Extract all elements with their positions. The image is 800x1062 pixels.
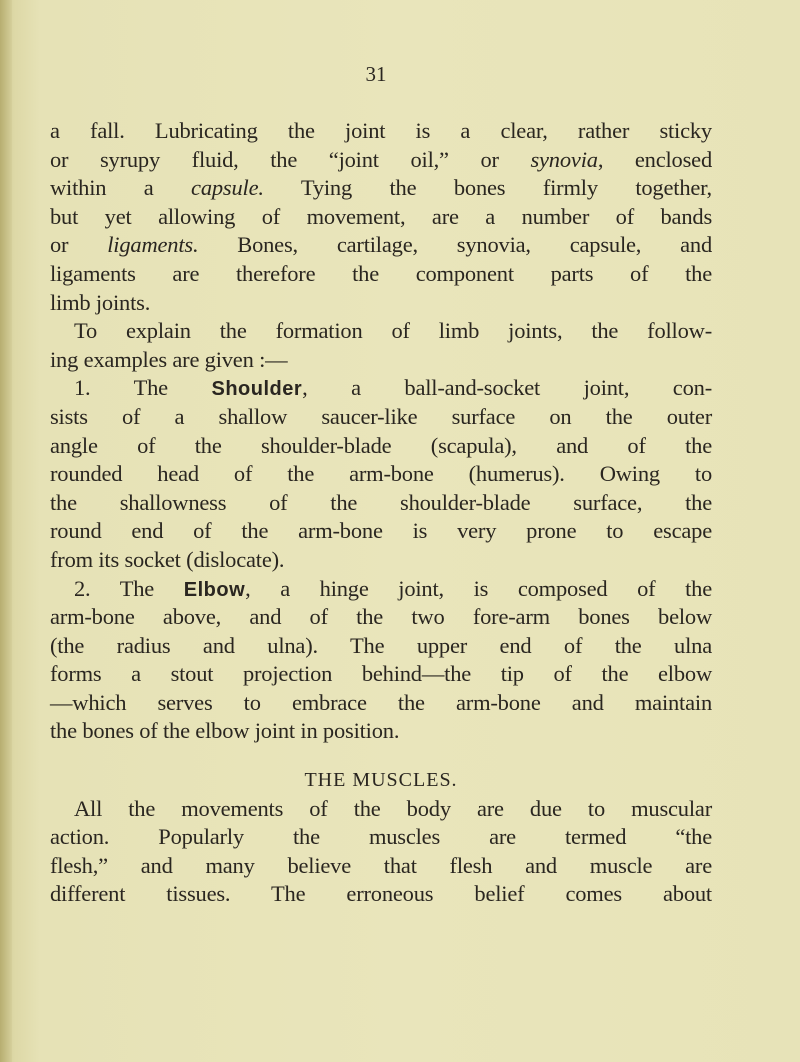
text-line bbox=[50, 317, 712, 346]
text-line bbox=[50, 689, 712, 718]
text-line bbox=[50, 717, 712, 746]
text-run: ligaments are therefore the component parts of the bbox=[50, 260, 712, 286]
text-line bbox=[50, 289, 712, 318]
text-run: All the movements of the body are due to muscular bbox=[74, 795, 712, 821]
italic-term: ligaments. bbox=[107, 232, 199, 258]
text-line bbox=[50, 660, 712, 689]
italic-term: capsule. bbox=[191, 175, 264, 201]
page-gutter-shadow bbox=[0, 0, 12, 1062]
text-run: THE MUSCLES. bbox=[304, 769, 458, 792]
section-heading bbox=[50, 766, 712, 795]
text-run: (the radius and ulna). The upper end of the ulna bbox=[50, 632, 712, 658]
text-run: flesh,” and many believe that flesh and muscle are bbox=[50, 852, 712, 878]
text-run: different tissues. The erroneous belief comes about bbox=[50, 881, 712, 907]
text-run: but yet allowing of movement, are a number of bands bbox=[50, 203, 712, 229]
text-run: , enclosed bbox=[597, 146, 713, 172]
text-run: 2. The bbox=[74, 575, 184, 601]
page-number bbox=[0, 62, 800, 87]
text-run: from its socket (dislocate). bbox=[50, 546, 285, 572]
text-run: the shallowness of the shoulder-blade surface, the bbox=[50, 489, 712, 515]
text-run: action. Popularly the muscles are termed “the bbox=[50, 824, 712, 850]
text-line bbox=[50, 489, 712, 518]
text-line bbox=[50, 632, 712, 661]
text-run: or bbox=[50, 232, 108, 258]
text-line bbox=[50, 260, 712, 289]
text-line bbox=[50, 517, 712, 546]
text-line bbox=[50, 403, 712, 432]
text-run: angle of the shoulder-blade (scapula), and of the bbox=[50, 432, 712, 458]
text-run: sists of a shallow saucer-like surface on the outer bbox=[50, 403, 712, 429]
text-run: arm-bone above, and of the two fore-arm bones below bbox=[50, 604, 712, 630]
text-line bbox=[50, 546, 712, 575]
text-run: ing examples are given :— bbox=[50, 346, 288, 372]
text-line bbox=[50, 432, 712, 461]
text-run: a fall. Lubricating the joint is a clear, rather sticky bbox=[50, 118, 712, 143]
text-run: round end of the arm-bone is very prone to escape bbox=[50, 518, 712, 544]
text-run: the bones of the elbow joint in position. bbox=[50, 718, 400, 744]
text-line bbox=[50, 146, 712, 175]
text-line bbox=[50, 795, 712, 824]
text-line bbox=[50, 852, 712, 881]
italic-term: synovia bbox=[530, 146, 598, 172]
text-run: limb joints. bbox=[50, 289, 151, 315]
bold-term: Elbow bbox=[183, 578, 246, 601]
text-run: , a ball-and-socket joint, con- bbox=[302, 375, 712, 401]
page-body-text bbox=[50, 117, 712, 909]
text-line bbox=[50, 117, 712, 146]
text-run: or syrupy fluid, the “joint oil,” or bbox=[50, 146, 531, 172]
text-run: Tying the bones firmly together, bbox=[263, 175, 712, 201]
text-line bbox=[50, 346, 712, 375]
text-line bbox=[50, 174, 712, 203]
text-line bbox=[50, 203, 712, 232]
text-line bbox=[50, 880, 712, 909]
text-run: rounded head of the arm-bone (humerus). Owing to bbox=[50, 461, 712, 487]
text-line bbox=[50, 823, 712, 852]
text-run: within a bbox=[50, 175, 192, 201]
text-line bbox=[50, 231, 712, 260]
text-run: , a hinge joint, is composed of the bbox=[245, 575, 712, 601]
bold-term: Shoulder bbox=[211, 378, 303, 401]
text-run: Bones, cartilage, synovia, capsule, and bbox=[198, 232, 712, 258]
text-line bbox=[50, 575, 712, 604]
text-run: To explain the formation of limb joints, the follow- bbox=[74, 318, 712, 344]
text-run: 1. The bbox=[74, 375, 212, 401]
text-run: —which serves to embrace the arm-bone and maintain bbox=[50, 689, 712, 715]
text-line bbox=[50, 603, 712, 632]
text-line bbox=[50, 460, 712, 489]
page-number-text: 31 bbox=[365, 62, 387, 86]
text-line bbox=[50, 374, 712, 403]
text-run: forms a stout projection behind—the tip of the elbow bbox=[50, 661, 712, 687]
